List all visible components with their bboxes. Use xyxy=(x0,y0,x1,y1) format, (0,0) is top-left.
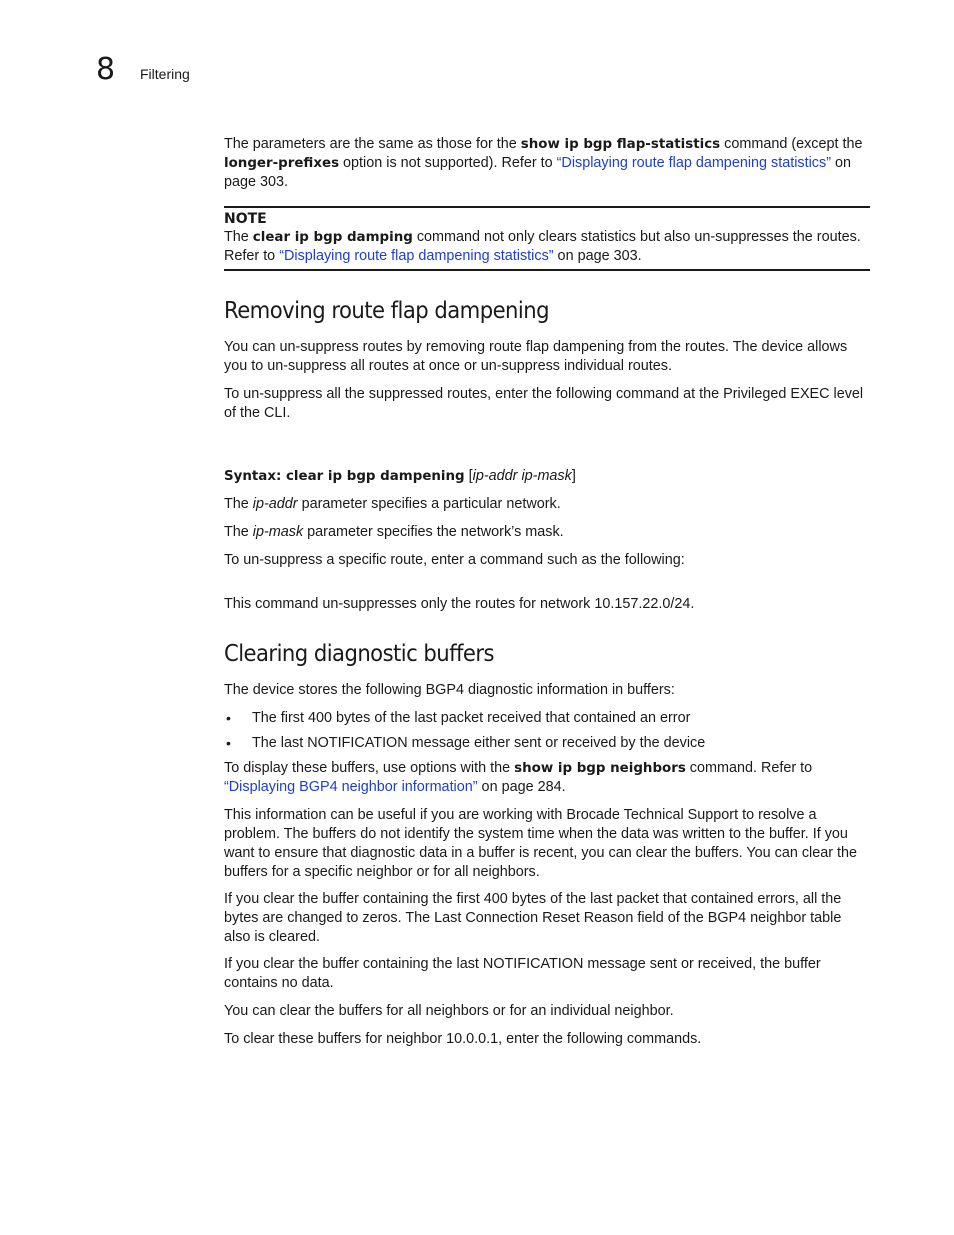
link-route-flap-statistics-note[interactable]: “Displaying route flap dampening statistics” xyxy=(279,248,554,264)
bullet-marker: • xyxy=(226,710,231,726)
syntax-line xyxy=(224,467,870,486)
heading-clearing-diagnostic-buffers: Clearing diagnostic buffers xyxy=(224,641,495,667)
intro-text-1: The parameters are the same as those for the xyxy=(224,136,521,152)
note-text-2: command not only clears statistics but also un-suppresses the routes. Refer to xyxy=(224,229,861,264)
ip-addr-param: ip-addr xyxy=(252,496,298,512)
note-text-3: on page 303. xyxy=(553,248,642,264)
section2-paragraph-3: This information can be useful if you are working with Brocade Technical Support to resolve a problem. The buffers do not identify the system time when the data was written to the buffer. If you want to ensure that diagnostic data in a buffer is recent, you can clear the buffers. You can clear the buffers for a specific neighbor or for all neighbors. xyxy=(224,807,858,880)
command-show-ip-bgp-neighbors: show ip bgp neighbors xyxy=(514,761,686,776)
syntax-parameters: ip-addr ip-mask xyxy=(472,468,572,484)
section2-paragraph-2 xyxy=(224,759,870,797)
ip-mask-description xyxy=(224,523,870,542)
section1-paragraph-6: This command un-suppresses only the routes for network 10.157.22.0/24. xyxy=(224,596,695,612)
note-text-1: The xyxy=(224,229,253,245)
command-clear-ip-bgp-damping: clear ip bgp damping xyxy=(252,230,413,245)
p2-text-3: on page 284. xyxy=(477,779,566,795)
ip-mask-text-2: parameter specifies the network’s mask. xyxy=(303,524,564,540)
list-item: The last NOTIFICATION message either sent or received by the device xyxy=(252,735,706,751)
chapter-number: 8 xyxy=(96,52,116,87)
chapter-title: Filtering xyxy=(140,66,190,82)
note-text xyxy=(224,228,870,266)
bullet-marker: • xyxy=(226,735,231,751)
section2-paragraph-6: You can clear the buffers for all neighbors or for an individual neighbor. xyxy=(224,1003,674,1019)
ip-addr-text-2: parameter specifies a particular network. xyxy=(297,496,561,512)
ip-mask-text-1: The xyxy=(224,524,253,540)
intro-text-4: on page 303. xyxy=(224,155,852,190)
command-show-ip-bgp-flap-statistics: show ip bgp flap-statistics xyxy=(520,137,721,152)
section1-paragraph-1: You can un-suppress routes by removing route flap dampening from the routes. The device allows you to un-suppress all routes at once or un-suppress individual routes. xyxy=(224,339,848,374)
ip-addr-description xyxy=(224,495,870,514)
intro-text-2: command (except the xyxy=(720,136,863,152)
link-bgp4-neighbor-information[interactable]: “Displaying BGP4 neighbor information” xyxy=(224,779,478,795)
ip-mask-param: ip-mask xyxy=(252,524,304,540)
note-top-rule xyxy=(224,206,870,208)
option-longer-prefixes: longer-prefixes xyxy=(224,156,340,171)
intro-paragraph xyxy=(224,135,870,192)
intro-text-3: option is not supported). Refer to xyxy=(339,155,557,171)
syntax-command: Syntax: clear ip bgp dampening xyxy=(224,469,465,484)
list-item: The first 400 bytes of the last packet received that contained an error xyxy=(252,710,691,726)
section2-paragraph-5: If you clear the buffer containing the last NOTIFICATION message sent or received, the buffer contains no data. xyxy=(224,956,821,991)
note-bottom-rule xyxy=(224,269,870,271)
syntax-bracket-open: [ xyxy=(464,468,473,484)
section1-paragraph-2: To un-suppress all the suppressed routes, enter the following command at the Privileged EXEC level of the CLI. xyxy=(224,386,864,421)
section2-paragraph-7: To clear these buffers for neighbor 10.0.0.1, enter the following commands. xyxy=(224,1031,702,1047)
section2-paragraph-4: If you clear the buffer containing the first 400 bytes of the last packet that contained errors, all the bytes are changed to zeros. The Last Connection Reset Reason field of the BGP4 neighbor table also is cleared. xyxy=(224,891,842,945)
p2-text-2: command. Refer to xyxy=(685,760,813,776)
note-label: NOTE xyxy=(224,211,267,227)
p2-text-1: To display these buffers, use options with the xyxy=(224,760,515,776)
heading-removing-route-flap-dampening: Removing route flap dampening xyxy=(224,298,549,324)
ip-addr-text-1: The xyxy=(224,496,253,512)
section2-paragraph-1: The device stores the following BGP4 diagnostic information in buffers: xyxy=(224,682,675,698)
syntax-bracket-close: ] xyxy=(571,468,576,484)
link-route-flap-statistics[interactable]: “Displaying route flap dampening statistics” xyxy=(556,155,831,171)
section1-paragraph-5: To un-suppress a specific route, enter a command such as the following: xyxy=(224,552,685,568)
